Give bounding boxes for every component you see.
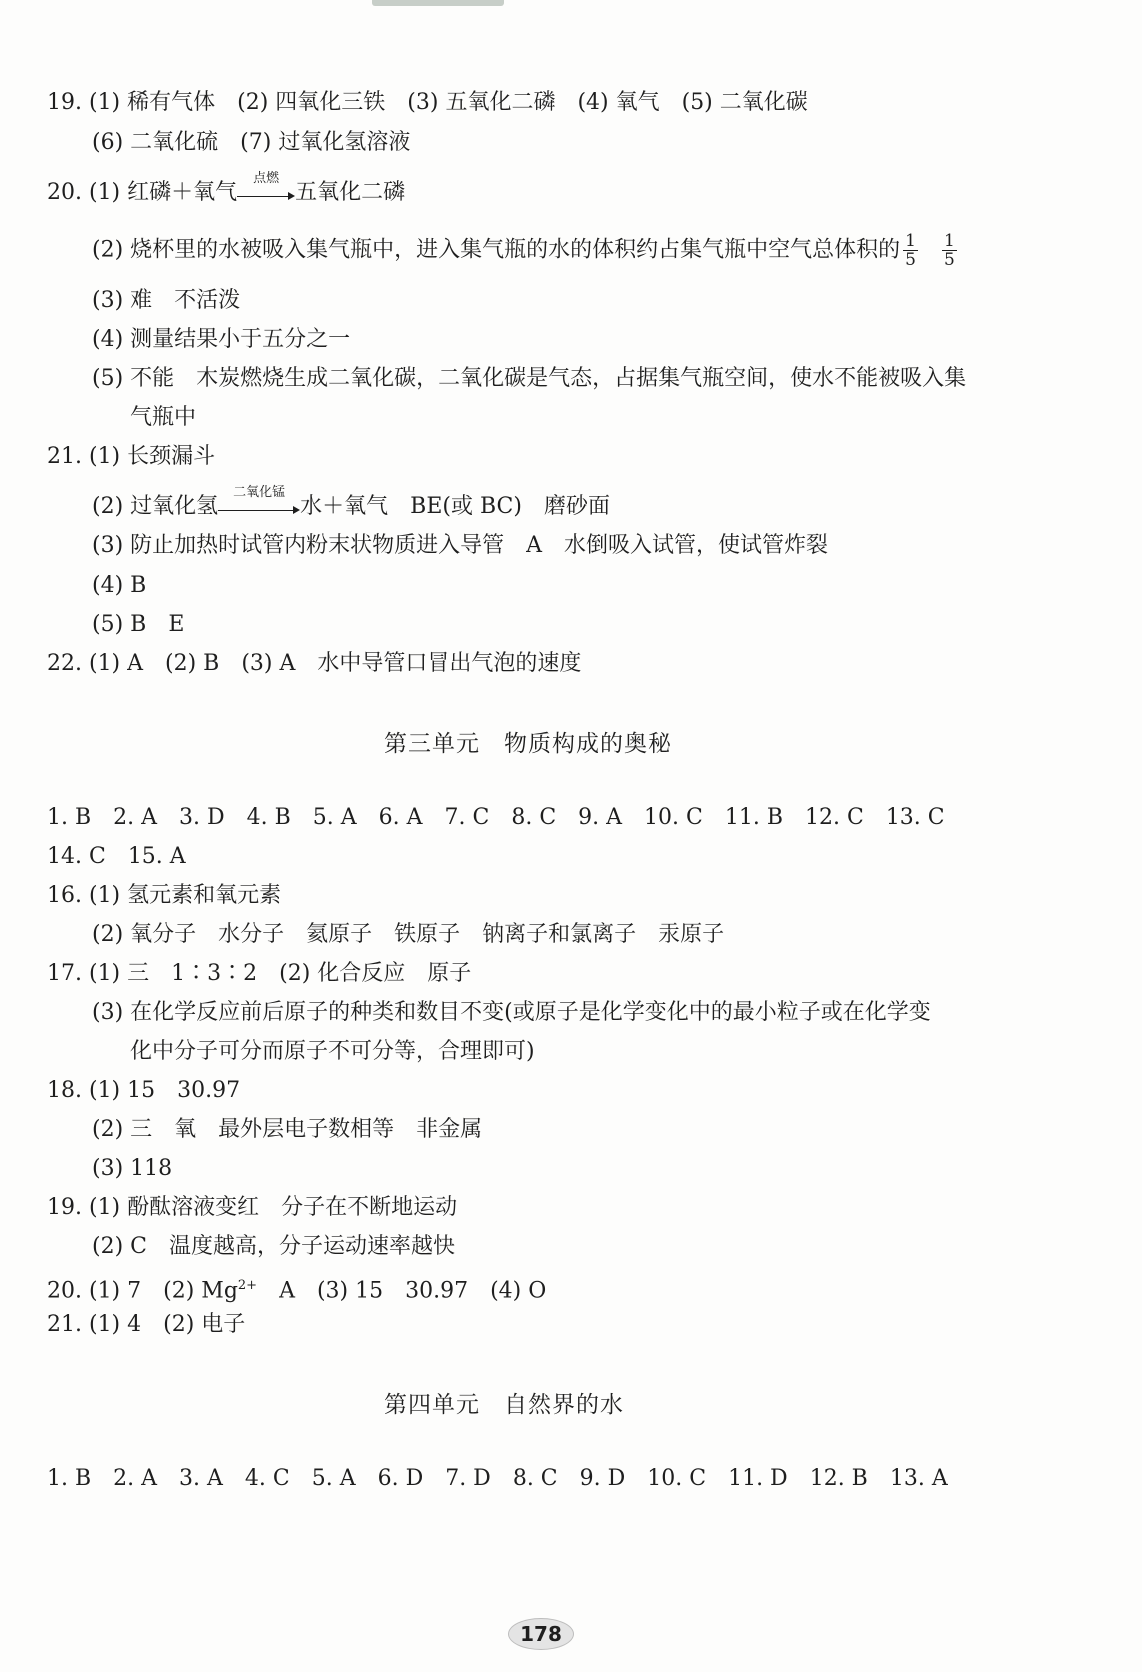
q19-2: (2) C 温度越高，分子运动速率越快 — [92, 1234, 455, 1259]
q20-5-line1: (5) 不能 木炭燃烧生成二氧化碳，二氧化碳是气态，占据集气瓶空间，使水不能被吸入集 — [92, 366, 967, 391]
q17-3-line1: (3) 在化学反应前后原子的种类和数目不变(或原子是化学变化中的最小粒子或在化学变 — [92, 1000, 931, 1025]
q21-2-rest: 水＋氧气 BE(或 BC) 磨砂面 — [300, 494, 610, 519]
q20 — [47, 1271, 546, 1306]
q20-4: (4) 测量结果小于五分之一 — [92, 327, 351, 352]
q20-part-b: A (3) 15 30.97 (4) O — [257, 1278, 547, 1304]
fraction-numerator: 1 — [944, 231, 955, 251]
ion-charge: 2+ — [237, 1278, 258, 1293]
q20-1 — [47, 171, 406, 208]
unit3-mc-line2: 14. C 15. A — [47, 844, 186, 869]
q18-2: (2) 三 氧 最外层电子数相等 非金属 — [92, 1117, 483, 1142]
q21-2-reactant: (2) 过氧化氢 — [92, 494, 219, 519]
q20-3: (3) 难 不活泼 — [92, 288, 241, 313]
q19-line2: (6) 二氧化硫 (7) 过氧化氢溶液 — [92, 130, 411, 155]
q20-5-line2: 气瓶中 — [130, 405, 197, 430]
unit3-mc-line1: 1. B 2. A 3. D 4. B 5. A 6. A 7. C 8. C 9. A 10. C 11. B 12. C 13. C — [47, 805, 945, 830]
top-edge-mark — [372, 0, 504, 6]
fraction — [903, 232, 918, 269]
fraction — [942, 232, 957, 269]
reaction-condition: 二氧化锰 — [233, 485, 286, 500]
reaction-condition: 点燃 — [253, 171, 280, 186]
q18-3: (3) 118 — [92, 1156, 173, 1181]
q21-3: (3) 防止加热时试管内粉末状物质进入导管 A 水倒吸入试管，使试管炸裂 — [92, 533, 829, 558]
fraction-denominator: 5 — [905, 250, 916, 270]
q20-2 — [92, 232, 960, 269]
q16-2: (2) 氧分子 水分子 氦原子 铁原子 钠离子和氯离子 汞原子 — [92, 922, 725, 947]
q19-line1: 19. (1) 稀有气体 (2) 四氧化三铁 (3) 五氧化二磷 (4) 氧气 (5) 二氧化碳 — [47, 90, 808, 115]
page-number: 178 — [508, 1618, 574, 1650]
q21-5: (5) B E — [92, 612, 185, 637]
reaction-arrow — [218, 485, 300, 522]
q22: 22. (1) A (2) B (3) A 水中导管口冒出气泡的速度 — [47, 651, 582, 676]
unit3-title: 第三单元 物质构成的奥秘 — [384, 731, 672, 757]
q20-1-product: 五氧化二磷 — [295, 180, 406, 205]
q20-2-text: (2) 烧杯里的水被吸入集气瓶中，进入集气瓶的水的体积约占集气瓶中空气总体积的 — [92, 237, 901, 263]
q20-1-reactants: 20. (1) 红磷＋氧气 — [47, 180, 238, 205]
q19-1: 19. (1) 酚酞溶液变红 分子在不断地运动 — [47, 1195, 458, 1220]
reaction-arrow — [237, 171, 295, 208]
q21: 21. (1) 4 (2) 电子 — [47, 1312, 246, 1337]
q21-2 — [92, 485, 610, 522]
q17-1: 17. (1) 三 1∶3∶2 (2) 化合反应 原子 — [47, 961, 472, 986]
fraction-denominator: 5 — [944, 250, 955, 270]
unit4-mc-line1: 1. B 2. A 3. A 4. C 5. A 6. D 7. D 8. C 9. D 10. C 11. D 12. B 13. A — [47, 1466, 948, 1491]
q20-part-a: 20. (1) 7 (2) Mg — [47, 1278, 238, 1304]
q16-1: 16. (1) 氢元素和氧元素 — [47, 883, 282, 908]
q21-4: (4) B — [92, 573, 147, 598]
q21-1: 21. (1) 长颈漏斗 — [47, 444, 216, 469]
fraction-numerator: 1 — [905, 231, 916, 251]
q18-1: 18. (1) 15 30.97 — [47, 1078, 241, 1103]
q17-3-line2: 化中分子可分而原子不可分等，合理即可) — [130, 1039, 535, 1064]
unit4-title: 第四单元 自然界的水 — [384, 1392, 624, 1418]
